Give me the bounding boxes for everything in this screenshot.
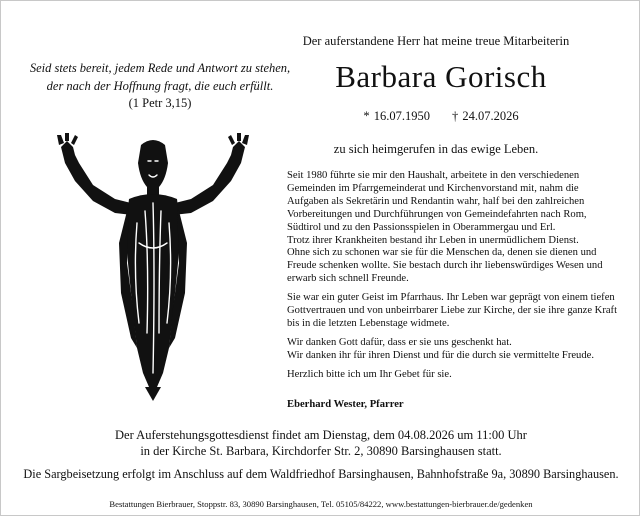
body-line: Gemeinden im Pfarrgemeinderat und Kirchenvorstand mit, nahm die	[287, 182, 579, 194]
life-dates	[296, 109, 586, 124]
risen-christ-figure-icon	[53, 133, 253, 403]
birth-date: * 16.07.1950	[363, 109, 430, 123]
signature: Eberhard Wester, Pfarrer	[287, 399, 404, 410]
body-paragraph-3	[287, 337, 627, 363]
body-line: Vorbereitungen und Durchführungen von Gemeindefahrten nach Rom,	[287, 208, 587, 220]
body-paragraph-2	[287, 292, 627, 331]
body-line: Südtirol und zu den Passionsspielen in Oberammergau und Erl.	[287, 221, 556, 233]
bible-quote	[15, 59, 305, 95]
body-line: Seit 1980 führte sie mir den Haushalt, arbeitete in den verschiedenen	[287, 170, 580, 181]
body-line: erwarb sich schnell Freunde.	[287, 273, 409, 285]
body-paragraph-1	[287, 170, 627, 286]
body-paragraph-4	[287, 369, 627, 382]
death-date: † 24.07.2026	[452, 109, 519, 123]
body-line: Freude schenken wollte. Sie bestach durch ihr liebenswürdiges Wesen und	[287, 260, 603, 272]
body-line: Trotz ihrer Krankheiten bestand ihr Leben in unermüdlichem Dienst.	[287, 234, 579, 246]
burial-info: Die Sargbeisetzung erfolgt im Anschluss auf dem Waldfriedhof Barsinghausen, Bahnhofstraße 9a, 30890 Barsinghausen.	[23, 467, 619, 481]
service-line-2: in der Kirche St. Barbara, Kirchdorfer Str. 2, 30890 Barsinghausen statt.	[140, 443, 502, 458]
body-line: Gottvertrauen und von unbeirrbarer Liebe zur Kirche, der sie ihre ganze Kraft	[287, 305, 618, 317]
body-line: Sie war ein guter Geist im Pfarrhaus. Ihr Leben war geprägt von einem tiefen	[287, 292, 615, 304]
body-line: Herzlich bitte ich um Ihr Gebet für sie.	[287, 368, 452, 380]
body-line: Ohne sich zu schonen war sie für die Menschen da, denen sie dienen und	[287, 247, 597, 259]
funeral-home-footer: Bestattungen Bierbrauer, Stoppstr. 83, 30890 Barsinghausen, Tel. 05105/84222, www.bestattungen-bierbrauer.de/gedenken	[109, 499, 533, 509]
service-info	[61, 428, 581, 459]
service-line-1: Der Auferstehungsgottesdienst findet am Dienstag, dem 04.08.2026 um 11:00 Uhr	[115, 428, 527, 442]
quote-line-1: Seid stets bereit, jedem Rede und Antwort zu stehen,	[29, 61, 291, 75]
body-line: Wir danken Gott dafür, dass er sie uns geschenkt hat.	[287, 336, 512, 348]
obituary-body	[287, 170, 627, 388]
quote-line-2: der nach der Hoffnung fragt, die euch erfüllt.	[46, 79, 274, 93]
body-line: bis in die letzten Lebenstage widmete.	[287, 317, 450, 329]
intro-text: Der auferstandene Herr hat meine treue Mitarbeiterin	[302, 34, 570, 48]
deceased-name: Barbara Gorisch	[335, 59, 547, 94]
body-line: Wir danken ihr für ihren Dienst und für die durch sie vermittelte Freude.	[287, 349, 594, 361]
quote-reference: (1 Petr 3,15)	[128, 96, 192, 110]
subline-text: zu sich heimgerufen in das ewige Leben.	[333, 142, 539, 156]
body-line: Aufgaben als Sekretärin und Rendantin wahr, half bei den zahlreichen	[287, 195, 585, 207]
